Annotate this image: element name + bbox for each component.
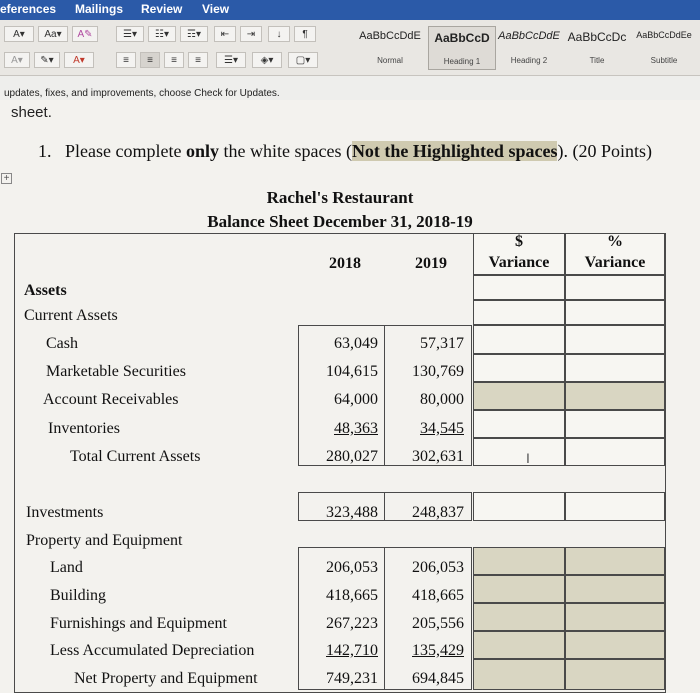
align-right-icon[interactable]: ≡ <box>164 52 184 68</box>
pct-variance-cell-cash[interactable] <box>565 325 665 354</box>
value-2019-marketable-securities: 130,769 <box>412 363 464 380</box>
dollar-variance-cell-current-assets[interactable] <box>473 300 565 325</box>
dollar-variance-cell-land <box>473 547 565 575</box>
sort-icon[interactable]: ↓ <box>268 26 290 42</box>
pct-variance-cell-inventories[interactable] <box>565 410 665 438</box>
font-color-icon[interactable]: A▾ <box>64 52 94 68</box>
increase-indent-icon[interactable]: ⇥ <box>240 26 262 42</box>
text-effects-icon[interactable]: A▾ <box>4 52 30 68</box>
row-label-inventories: Inventories <box>48 420 120 437</box>
column-divider <box>384 492 385 521</box>
row-label-net-property: Net Property and Equipment <box>74 670 258 687</box>
justify-icon[interactable]: ≡ <box>188 52 208 68</box>
pct-variance-cell-furnishings <box>565 603 665 631</box>
borders-icon[interactable]: ▢▾ <box>288 52 318 68</box>
pct-variance-cell-account-receivables <box>565 382 665 410</box>
value-2018-land: 206,053 <box>326 559 378 576</box>
pct-variance-cell-land <box>565 547 665 575</box>
row-label-cash: Cash <box>46 335 78 352</box>
row-label-marketable-securities: Marketable Securities <box>46 363 186 380</box>
dollar-variance-cell-furnishings <box>473 603 565 631</box>
dollar-variance-cell-depreciation <box>473 631 565 659</box>
row-label-account-receivables: Account Receivables <box>43 391 179 408</box>
row-label-investments: Investments <box>26 504 104 521</box>
pct-variance-cell-marketable-securities[interactable] <box>565 354 665 382</box>
value-2018-depreciation: 142,710 <box>326 642 378 659</box>
table-title: Rachel's Restaurant <box>266 188 414 207</box>
dollar-variance-cell-total-current-assets[interactable] <box>473 438 565 466</box>
row-label-total-current-assets: Total Current Assets <box>70 448 201 465</box>
align-left-icon[interactable]: ≡ <box>116 52 136 68</box>
value-2018-account-receivables: 64,000 <box>334 391 378 408</box>
style-heading-1[interactable]: AaBbCcD Heading 1 <box>428 26 496 70</box>
value-2019-inventories: 34,545 <box>420 420 464 437</box>
pct-variance-cell-total-current-assets[interactable] <box>565 438 665 466</box>
table-subtitle: Balance Sheet December 31, 2018-19 <box>207 212 473 231</box>
change-case-button[interactable]: Aa▾ <box>38 26 68 42</box>
bullets-icon[interactable]: ☰▾ <box>116 26 144 42</box>
pct-variance-cell-building <box>565 575 665 603</box>
doc-top-text: sheet. <box>11 104 52 121</box>
pct-symbol: % <box>607 233 623 250</box>
row-label-current-assets: Current Assets <box>24 307 118 324</box>
value-2018-building: 418,665 <box>326 587 378 604</box>
dollar-variance-label: Variance <box>488 254 550 271</box>
clear-formatting-icon[interactable]: A✎ <box>72 26 98 42</box>
dollar-variance-cell-building <box>473 575 565 603</box>
row-label-building: Building <box>50 587 107 604</box>
pct-variance-cell-depreciation <box>565 631 665 659</box>
shading-icon[interactable]: ◈▾ <box>252 52 282 68</box>
column-divider <box>384 547 385 690</box>
style-title[interactable]: AaBbCcDc Title <box>567 30 627 65</box>
column-divider <box>384 325 385 466</box>
value-2018-inventories: 48,363 <box>334 420 378 437</box>
value-2018-cash: 63,049 <box>334 335 378 352</box>
decrease-indent-icon[interactable]: ⇤ <box>214 26 236 42</box>
value-2018-furnishings: 267,223 <box>326 615 378 632</box>
value-2018-investments: 323,488 <box>326 504 378 521</box>
style-normal[interactable]: AaBbCcDdE Normal <box>359 30 421 65</box>
dollar-variance-cell-cash[interactable] <box>473 325 565 354</box>
ribbon-tab-bar <box>0 0 700 20</box>
value-2019-net-property: 694,845 <box>412 670 464 687</box>
multilevel-list-icon[interactable]: ☶▾ <box>180 26 208 42</box>
dollar-variance-cell-marketable-securities[interactable] <box>473 354 565 382</box>
pct-variance-cell-assets[interactable] <box>565 275 665 300</box>
line-spacing-icon[interactable]: ☰▾ <box>216 52 246 68</box>
value-2019-furnishings: 205,556 <box>412 615 464 632</box>
font-size-down-button[interactable]: A▾ <box>4 26 34 42</box>
pct-variance-cell-net-property <box>565 659 665 690</box>
row-label-furnishings: Furnishings and Equipment <box>50 615 227 632</box>
style-subtitle[interactable]: AaBbCcDdEe Subtitle <box>636 30 692 65</box>
style-heading-2[interactable]: AaBbCcDdE Heading 2 <box>498 30 560 65</box>
pct-variance-cell-investments[interactable] <box>565 492 665 521</box>
value-2018-net-property: 749,231 <box>326 670 378 687</box>
row-label-land: Land <box>50 559 83 576</box>
numbering-icon[interactable]: ☷▾ <box>148 26 176 42</box>
value-2019-depreciation: 135,429 <box>412 642 464 659</box>
text-cursor-icon: I <box>526 450 530 466</box>
dollar-variance-cell-net-property <box>473 659 565 690</box>
value-2019-building: 418,665 <box>412 587 464 604</box>
tab-review[interactable]: Review <box>141 2 183 16</box>
dollar-variance-cell-account-receivables <box>473 382 565 410</box>
pct-variance-cell-current-assets[interactable] <box>565 300 665 325</box>
show-formatting-icon[interactable]: ¶ <box>294 26 316 42</box>
tab-mailings[interactable]: Mailings <box>75 2 124 16</box>
document-page[interactable] <box>0 100 700 693</box>
tab-view[interactable]: View <box>202 2 230 16</box>
value-2019-investments: 248,837 <box>412 504 464 521</box>
table-move-handle-icon[interactable]: + <box>1 173 12 184</box>
question-text: 1. Please complete only the white spaces (Not the Highlighted spaces). (20 Points) <box>38 141 652 161</box>
update-message: updates, fixes, and improvements, choose Check for Updates. <box>4 88 280 99</box>
row-label-depreciation: Less Accumulated Depreciation <box>50 642 255 659</box>
value-2018-marketable-securities: 104,615 <box>326 363 378 380</box>
dollar-variance-cell-assets[interactable] <box>473 275 565 300</box>
value-2019-total-current-assets: 302,631 <box>412 448 464 465</box>
pct-variance-label: Variance <box>584 254 646 271</box>
dollar-variance-cell-investments[interactable] <box>473 492 565 521</box>
header-2019: 2019 <box>415 255 447 272</box>
tab-references[interactable]: eferences <box>0 2 57 16</box>
header-2018: 2018 <box>329 255 361 272</box>
row-label-property-and-equipment: Property and Equipment <box>26 532 183 549</box>
align-center-icon[interactable]: ≡ <box>140 52 160 68</box>
ribbon-toolbar <box>0 20 700 76</box>
value-2019-cash: 57,317 <box>420 335 464 352</box>
value-2019-account-receivables: 80,000 <box>420 391 464 408</box>
value-2018-total-current-assets: 280,027 <box>326 448 378 465</box>
highlighted-phrase: Not the Highlighted spaces <box>351 141 558 161</box>
dollar-symbol: $ <box>515 233 523 250</box>
highlight-color-icon[interactable]: ✎▾ <box>34 52 60 68</box>
value-2019-land: 206,053 <box>412 559 464 576</box>
dollar-variance-cell-inventories[interactable] <box>473 410 565 438</box>
row-label-assets: Assets <box>24 282 67 299</box>
